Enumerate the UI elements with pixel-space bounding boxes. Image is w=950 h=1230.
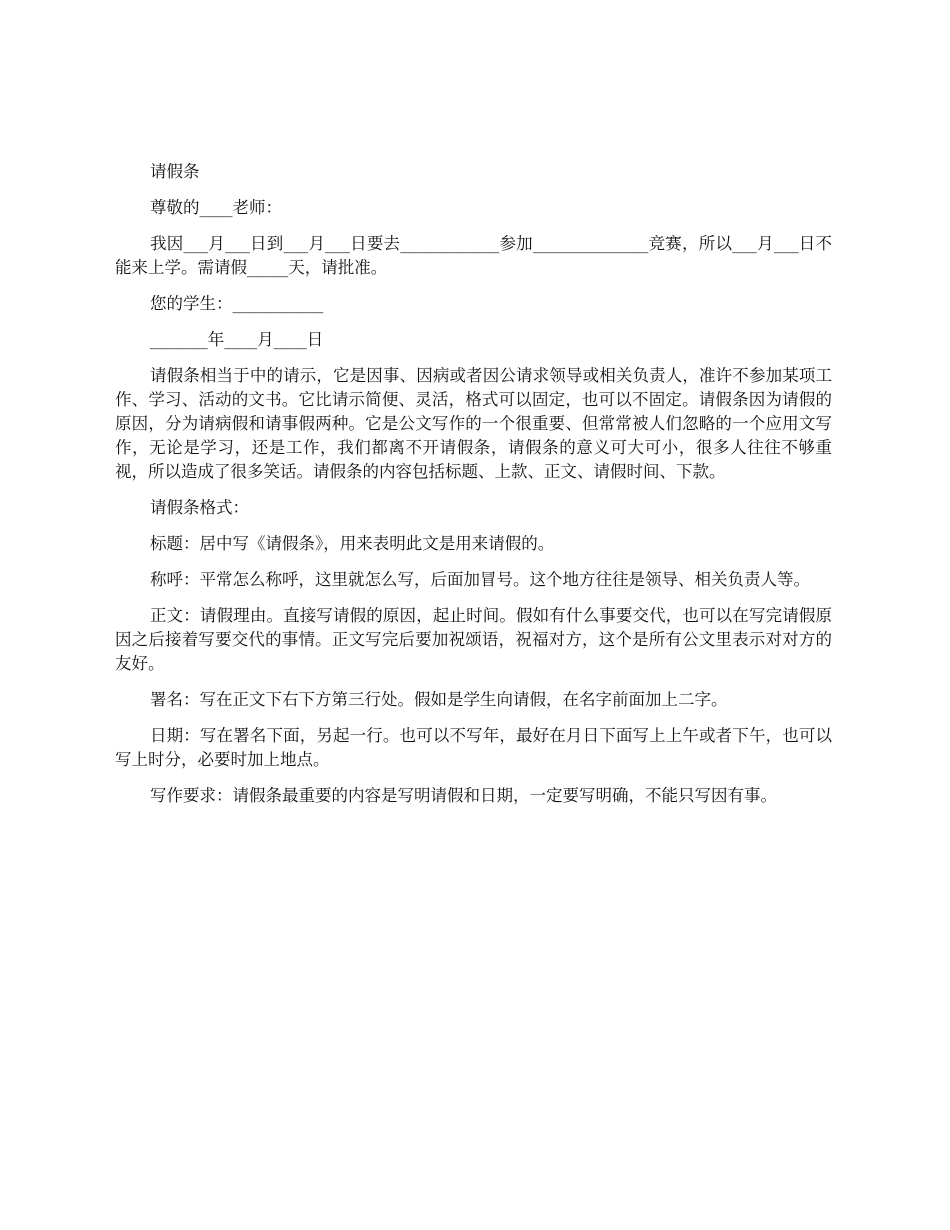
format-date-item: 日期：写在署名下面，另起一行。也可以不写年，最好在月日下面写上上午或者下午，也可以写上时分，必要时加上地点。 [115, 726, 832, 769]
date-line: _______年____月____日 [150, 330, 324, 349]
intro-paragraph: 请假条相当于中的请示，它是因事、因病或者因公请求领导或相关负责人，准许不参加某项工作、学习、活动的文书。它比请示简便、灵活，格式可以固定，也可以不固定。请假条因为请假的原因，分为请病假和请事假两种。它是公文写作的一个很重要、但常常被人们忽略的一个应用文写作，无论是学习，还是工作，我们都离不开请假条，请假条的意义可大可小，很多人往往不够重视，所以造成了很多笑话。请假条的内容包括标题、上款、正文、请假时间、下款。 [115, 366, 832, 481]
document-title: 请假条 [150, 162, 200, 181]
format-title-item: 标题：居中写《请假条》，用来表明此文是用来请假的。 [150, 534, 555, 553]
signature-line: 您的学生：___________ [150, 294, 324, 313]
format-heading: 请假条格式： [150, 498, 249, 517]
greeting-line: 尊敬的____老师： [150, 198, 282, 217]
format-salutation-item: 称呼：平常怎么称呼，这里就怎么写，后面加冒号。这个地方往往是领导、相关负责人等。 [150, 570, 810, 589]
request-body: 我因___月___日到___月___日要去____________参加______________竞赛，所以___月___日不能来上学。需请假_____天，请批准。 [115, 234, 832, 277]
format-signature-item: 署名：写在正文下右下方第三行处。假如是学生向请假，在名字前面加上二字。 [150, 690, 728, 709]
format-body-item: 正文：请假理由。直接写请假的原因，起止时间。假如有什么事要交代，也可以在写完请假原因之后接着写要交代的事情。正文写完后要加祝颂语，祝福对方，这个是所有公文里表示对对方的友好。 [115, 606, 832, 673]
format-requirements-item: 写作要求：请假条最重要的内容是写明请假和日期，一定要写明确，不能只写因有事。 [150, 786, 777, 805]
